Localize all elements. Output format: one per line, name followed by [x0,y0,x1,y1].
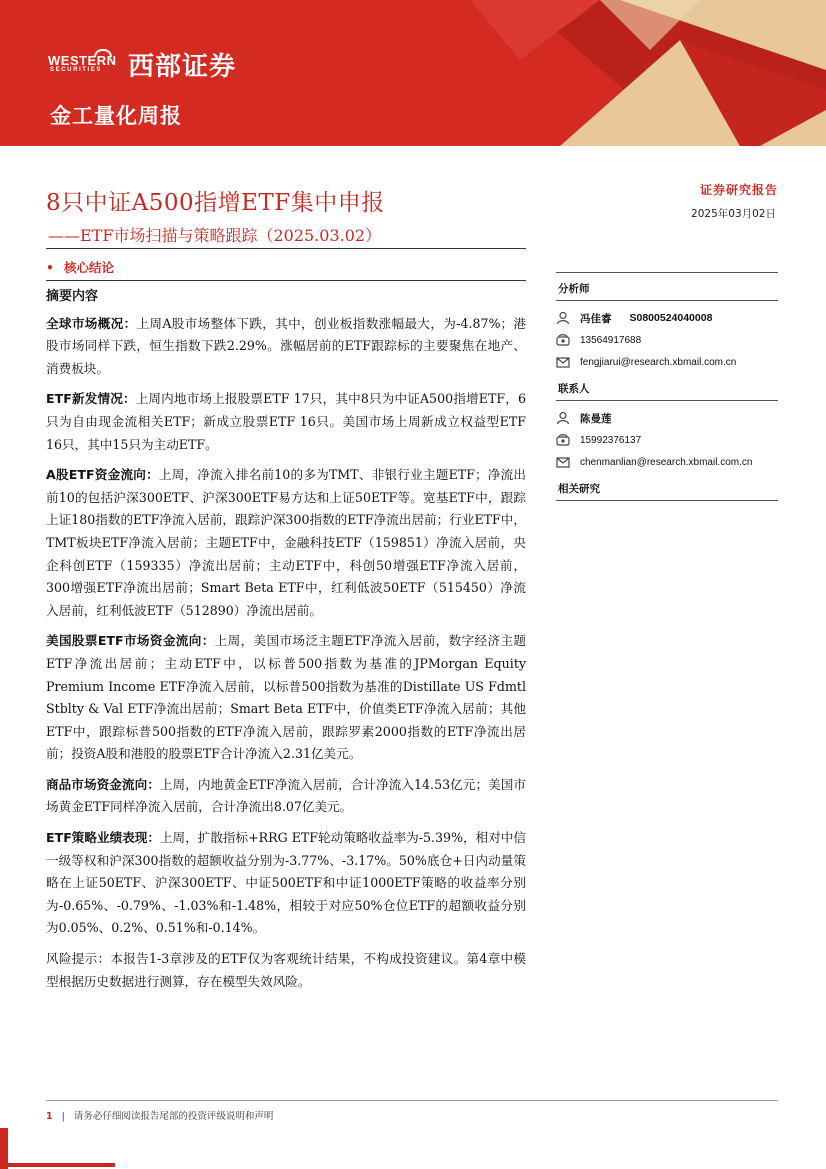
company-name: 西部证券 [128,52,237,82]
para-lead: 商品市场资金流向： [46,776,160,792]
bullet: • [46,260,54,275]
summary-paragraph [46,774,526,819]
para-text: 上周，扩散指标+RRG ETF轮动策略收益率为-5.39%，相对中信一级等权和沪深300指数的超额收益分别为-3.77%、-3.17%。50%底仓+日内动量策略在上证50ETF、沪深300ETF、中证500ETF和中证1000ETF策略的收益率分别为-0.65%、-0.79%、-1.03%和-1.48%，相较于对应50%仓位ETF的超额收益分别为0.05%、0.2%、0.51%和-0.14%。 [46,830,527,936]
contact-name-row [556,407,778,429]
summary-heading: 摘要内容 [46,289,99,304]
para-text: 上周，美国市场泛主题ETF净流入居前，数字经济主题ETF净流出居前；主动ETF中，以标普500指数为基准的JPMorgan Equity Premium Income ETF净流入居前，以标普500指数为基准的Distillate US Fdmtl Stblty & Val ETF净流出居前；Smart Beta ETF中，价值类ETF净流入居前；其他ETF中，跟踪标普500指数的ETF净流入居前，跟踪罗素2000指数的ETF净流出居前；投资A股和港股的股票ETF合计净流入2.31亿美元。 [46,633,527,762]
report-type: 证券研究报告 [699,183,778,197]
title-divider [46,248,526,249]
report-title: 8只中证A500指增ETF集中申报 [46,190,385,216]
para-lead: 全球市场概况： [46,315,137,331]
page-number: 1 [46,1111,53,1122]
analyst-name-row [556,307,778,329]
analyst-phone: 13564917688 [580,334,642,346]
core-divider [46,280,526,281]
email-icon [556,455,570,469]
contact-name: 陈曼莲 [580,412,612,425]
para-lead: 美国股票ETF市场资金流向： [46,633,215,649]
phone-icon [556,433,570,447]
contact-header: 联系人 [556,373,778,401]
summary-paragraph [46,388,526,456]
analyst-email[interactable]: fengjiarui@research.xbmail.com.cn [580,356,737,368]
analyst-sidebar [556,272,778,501]
report-date: 2025年03月02日 [691,208,776,220]
analyst-name: 冯佳睿 [580,312,612,325]
report-series: 金工量化周报 [50,104,182,128]
contact-email-row [556,451,778,473]
phone-icon [556,333,570,347]
contact-phone-row [556,429,778,451]
summary-paragraph [46,313,526,381]
summary-paragraph [46,827,526,940]
footer-separator: | [61,1111,65,1122]
para-text: 上周内地市场上报股票ETF 17只，其中8只为中证A500指增ETF，6只为自由现金流相关ETF；新成立股票ETF 16只。美国市场上周新成立权益型ETF 16只，其中15只为主动ETF。 [46,391,526,452]
para-text: 上周，内地黄金ETF净流入居前，合计净流入14.53亿元；美国市场黄金ETF同样净流入居前，合计净流出8.07亿美元。 [46,776,527,815]
summary-paragraph [46,630,526,766]
analyst-header: 分析师 [556,272,778,301]
analyst-cert: S0800524040008 [629,312,713,324]
core-label: 核心结论 [64,260,115,275]
footer-disclaimer: 请务必仔细阅读报告尾部的投资评级说明和声明 [73,1111,274,1122]
email-icon [556,355,570,369]
para-text: 上周，净流入排名前10的多为TMT、非银行业主题ETF；净流出前10的包括沪深300ETF、沪深300ETF易方达和上证50ETF等。宽基ETF中，跟踪上证180指数的ETF净流入居前，跟踪沪深300指数的ETF净流出居前；行业ETF中，TMT板块ETF净流入居前；主题ETF中，金融科技ETF（159851）净流入居前，央企科创ETF（159335）净流出居前；主动ETF中，科创50增强ETF净流入居前，300增强ETF净流出居前；Smart Beta ETF中，红利低波50ETF（515450）净流入居前，红利低波ETF（512890）净流出居前。 [46,467,526,618]
para-text: 上周A股市场整体下跌，其中，创业板指数涨幅最大，为-4.87%；港股市场同样下跌，恒生指数下跌2.29%。涨幅居前的ETF跟踪标的主要聚焦在地产、消费板块。 [46,315,526,376]
footer-divider [46,1100,778,1101]
header-banner [0,0,826,146]
summary-paragraph [46,464,526,622]
contact-email[interactable]: chenmanlian@research.xbmail.com.cn [580,456,753,468]
analyst-phone-row [556,329,778,351]
para-lead: ETF策略业绩表现： [46,830,160,846]
person-icon [556,311,570,325]
related-research-header: 相关研究 [556,473,778,501]
para-lead: ETF新发情况： [46,391,136,407]
para-lead: A股ETF资金流向： [46,467,159,483]
page-footer [46,1108,273,1122]
summary-body [46,286,526,993]
corner-accent-horizontal [0,1163,115,1167]
contact-phone: 15992376137 [580,434,642,446]
company-logo: WESTERN SECURITIES [48,49,126,75]
core-conclusion-heading [46,258,114,276]
person-icon [556,411,570,425]
analyst-email-row [556,351,778,373]
report-subtitle: ——ETF市场扫描与策略跟踪（2025.03.02） [48,226,382,245]
risk-warning: 风险提示：本报告1-3章涉及的ETF仅为客观统计结果，不构成投资建议。第4章中模型根据历史数据进行测算，存在模型失效风险。 [46,951,526,989]
